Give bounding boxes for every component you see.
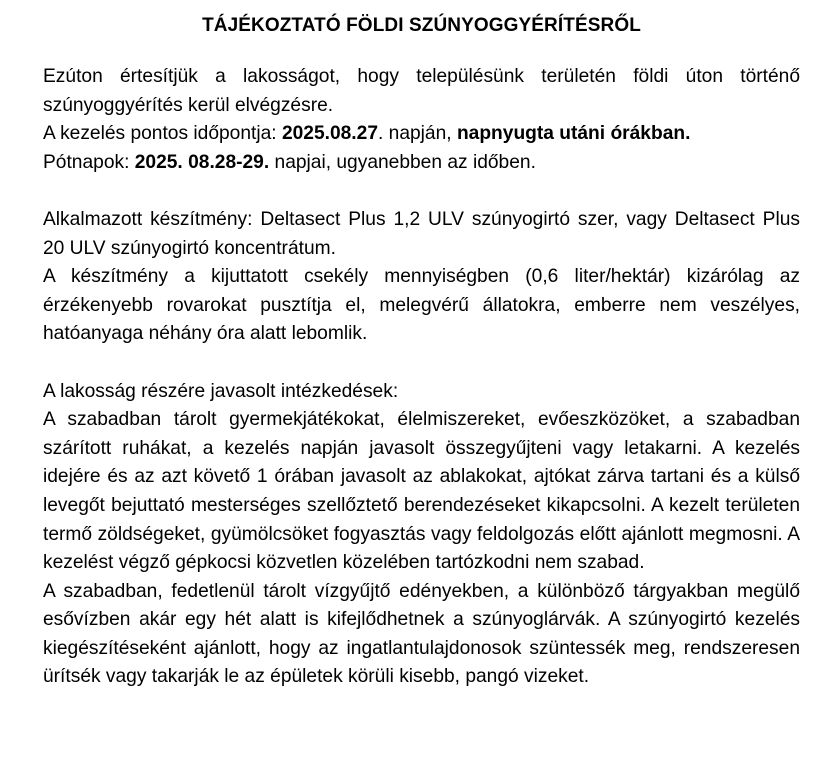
treatment-date: 2025.08.27 <box>281 123 378 145</box>
notice-title: TÁJÉKOZTATÓ FÖLDI SZÚNYOGGYÉRÍTÉSRŐL <box>202 15 641 36</box>
measures-heading: A lakosság részére javasolt intézkedések: <box>43 380 399 402</box>
paragraph-gap <box>43 177 800 206</box>
intro-paragraph: Ezúton értesítjük a lakosságot, hogy településünk területén földi úton történő szúnyoggyérítés kerül elvégzésre. <box>43 66 800 116</box>
paragraph-gap <box>43 349 800 378</box>
larvae-paragraph: A szabadban, fedetlenül tárolt vízgyűjtő edényekben, a különböző tárgyakban megülő esővízben akár egy hét alatt is kifejlődhetnek a szúnyoglárvák. A szúnyogirtó kezelés kiegészítéseként ajánlott, hogy az ingatlantulajdonosok szüntessék meg, rendszeresen ürítsék vagy takarják le az épületek körüli kisebb, pangó vizeket. <box>43 580 800 688</box>
treatment-date-prefix: A kezelés pontos időpontja: <box>43 123 282 145</box>
product-safety-paragraph: A készítmény a kijuttatott csekély mennyiségben (0,6 liter/hektár) kizárólag az érzékenyebb rovarokat pusztítja el, melegvérű állatokra, emberre nem veszélyes, hatóanyaga néhány óra alatt lebomlik. <box>43 266 800 345</box>
treatment-time: napnyugta utáni órákban. <box>456 123 691 145</box>
product-paragraph: Alkalmazott készítmény: Deltasect Plus 1,2 ULV szúnyogirtó szer, vagy Deltasect Plus 20 ULV szúnyogirtó koncentrátum. <box>43 208 800 259</box>
backup-days-prefix: Pótnapok: <box>43 151 135 173</box>
treatment-date-paragraph <box>43 120 800 149</box>
backup-days-suffix: napjai, ugyanebben az időben. <box>269 151 536 173</box>
backup-days-paragraph <box>43 149 800 178</box>
backup-days-dates: 2025. 08.28-29. <box>134 151 270 173</box>
measures-paragraph: A szabadban tárolt gyermekjátékokat, élelmiszereket, evőeszközöket, a szabadban szárított ruhákat, a kezelés napján javasolt összegyűjteni vagy letakarni. A kezelés idejére és az azt követő 1 órában javasolt az ablakokat, ajtókat zárva tartani és a külső levegőt bejuttató mesterséges szellőztető berendezéseket kikapcsolni. A kezelt területen termő zöldségeket, gyümölcsöket fogyasztás vagy feldolgozás előtt ajánlott megmosni. A kezelést végző gépkocsi közvetlen közelében tartózkodni nem szabad. <box>43 409 800 574</box>
treatment-date-middle: . napján, <box>377 123 457 145</box>
